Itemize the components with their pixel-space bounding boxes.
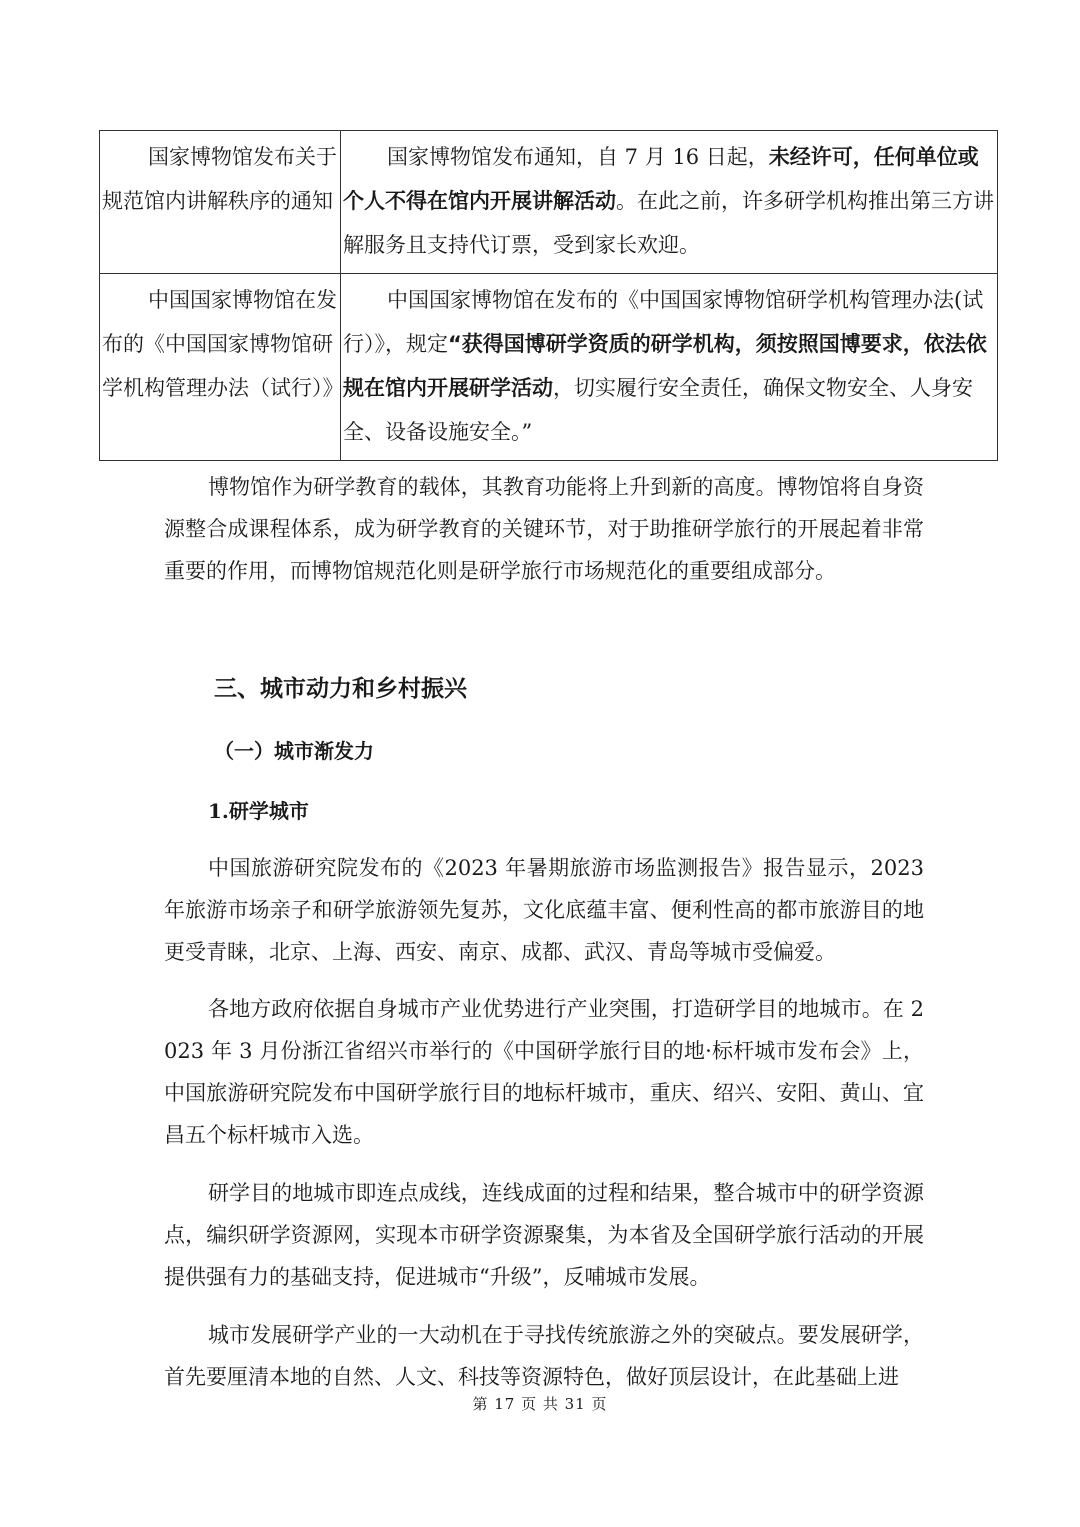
table-row [100,131,998,274]
paragraph-cities: 各地方政府依据自身城市产业优势进行产业突围，打造研学目的地城市。在 2023 年 3 月份浙江省绍兴市举行的《中国研学旅行目的地·标杆城市发布会》上，中国旅游研究院发布中国研学旅行目的地标杆城市，重庆、绍兴、安阳、黄山、宜昌五个标杆城市入选。 [164,997,924,1147]
paragraph-report: 中国旅游研究院发布的《2023 年暑期旅游市场监测报告》报告显示，2023 年旅游市场亲子和研学旅游领先复苏，文化底蕴丰富、便利性高的都市旅游目的地更受青睐，北京、上海、西安、南京、成都、武汉、青岛等城市受偏爱。 [164,856,924,964]
page-footer: 第 17 页 共 31 页 [472,1395,608,1413]
bold-text: “获得国博研学资质的研学机构，须按照国博要求，依法依规在馆内开展研学活动 [343,332,987,400]
table-cell-content: 中国国家博物馆在发布的《中国国家博物馆研学机构管理办法(试行）》，规定“获得国博研学资质的研学机构，须按照国博要求，依法依规在馆内开展研学活动，切实履行安全责任，确保文物安全、人身安全、设备设施安全。” [341,274,998,461]
paragraph-museum: 博物馆作为研学教育的载体，其教育功能将上升到新的高度。博物馆将自身资源整合成课程体系，成为研学教育的关键环节，对于助推研学旅行的开展起着非常重要的作用，而博物馆规范化则是研学旅行市场规范化的重要组成部分。 [164,475,924,583]
paragraph-destination: 研学目的地城市即连点成线，连线成面的过程和结果，整合城市中的研学资源点，编织研学资源网，实现本市研学资源聚集，为本省及全国研学旅行活动的开展提供强有力的基础支持，促进城市“升级”，反哺城市发展。 [164,1181,924,1289]
table-cell-title: 中国国家博物馆在发布的《中国国家博物馆研学机构管理办法（试行）》 [100,274,341,461]
bold-text: 未经许可，任何单位或个人不得在馆内开展讲解活动 [343,145,979,213]
paragraph-motivation: 城市发展研学产业的一大动机在于寻找传统旅游之外的突破点。要发展研学，首先要厘清本地的自然、人文、科技等资源特色，做好顶层设计，在此基础上进 [164,1323,924,1389]
table-cell-content: 国家博物馆发布通知，自 7 月 16 日起，未经许可，任何单位或个人不得在馆内开展讲解活动。在此之前，许多研学机构推出第三方讲解服务且支持代订票，受到家长欢迎。 [341,131,998,274]
table-cell-title: 国家博物馆发布关于规范馆内讲解秩序的通知 [100,131,341,274]
item-heading: 1.研学城市 [208,799,309,823]
table-row [100,274,998,461]
policy-table [99,130,998,461]
section-heading: 三、城市动力和乡村振兴 [214,676,467,702]
subsection-heading: （一）城市渐发力 [214,739,374,763]
